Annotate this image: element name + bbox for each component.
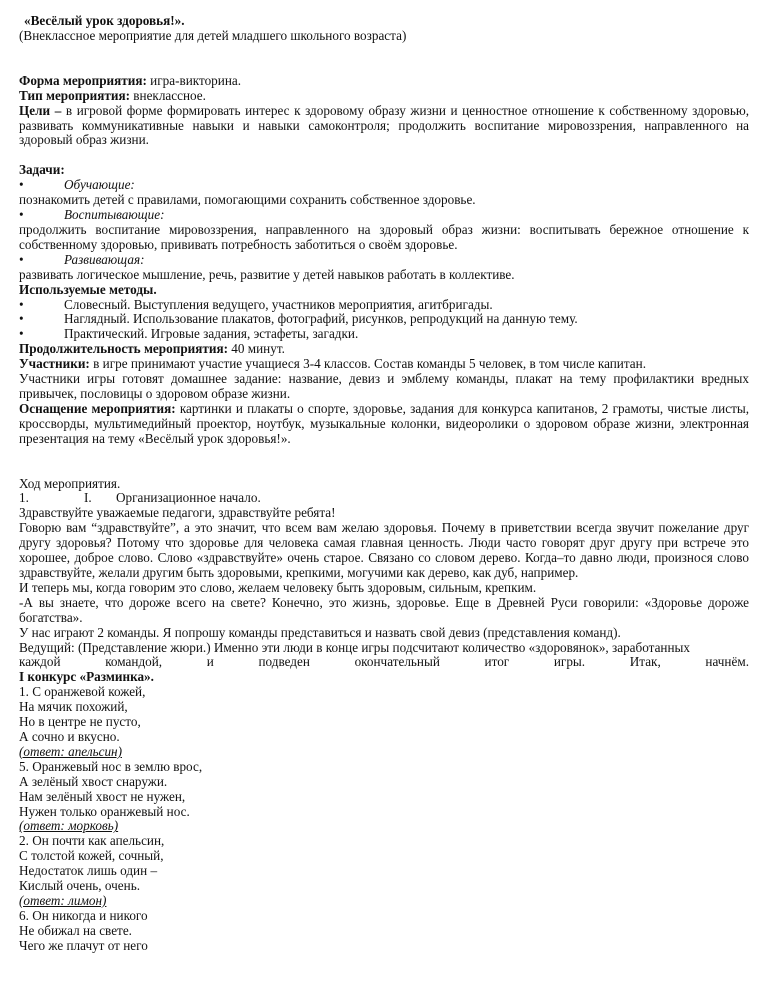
- riddle: [19, 909, 749, 954]
- riddle: [19, 685, 749, 760]
- course-paragraph: У нас играют 2 команды. Я попрошу команды представиться и назвать свой девиз (представления команд).: [19, 624, 621, 640]
- bullet-icon: •: [19, 251, 24, 267]
- riddle-line: Но в центре не пусто,: [19, 714, 141, 730]
- method-item: [19, 312, 749, 327]
- riddle: [19, 760, 749, 835]
- course-paragraph: И теперь мы, когда говорим это слово, желаем человеку быть здоровым, сильным, крепким.: [19, 579, 537, 595]
- riddle-line: На мячик похожий,: [19, 699, 128, 715]
- bullet-icon: •: [19, 326, 24, 342]
- riddle-line: Не обижал на свете.: [19, 922, 132, 938]
- contest-heading-text: I конкурс «Разминка».: [19, 669, 154, 685]
- riddle-line: 1. С оранжевой кожей,: [19, 684, 146, 700]
- task-label: Обучающие:: [64, 177, 135, 193]
- spacer: [19, 148, 749, 163]
- task-text: познакомить детей с правилами, помогающими сохранить собственное здоровье.: [19, 192, 476, 208]
- tasks-heading: [19, 163, 749, 178]
- equipment-value: картинки и плакаты о спорте, здоровье, задания для конкурса капитанов, 2 грамоты, чистые листы, кроссворды, мультимедийный проектор, ноутбук, музыкальные колонки, видеоролики о здоровом образе жизни, электронная презентация на тему «Весёлый урок здоровья!».: [19, 400, 749, 446]
- equipment-label: Оснащение мероприятия:: [19, 400, 176, 416]
- contest-heading: [19, 670, 749, 685]
- greeting-line: Здравствуйте уважаемые педагоги, здравствуйте ребята!: [19, 505, 336, 521]
- participants-line: [19, 357, 749, 372]
- type-line: [19, 89, 749, 104]
- course-paragraph: Ведущий: (Представление жюри.) Именно эти люди в конце игры подсчитают количество «здоровянок», заработанных: [19, 639, 690, 655]
- type-label: Тип мероприятия:: [19, 87, 130, 103]
- task-text: продолжить воспитание мировоззрения, направленного на здоровый образ жизни: воспитывать бережное отношение к собственному здоровью, прививать потребность заботиться о своём здоровье.: [19, 221, 749, 252]
- bullet-icon: •: [19, 311, 24, 327]
- riddle-line: С толстой кожей, сочный,: [19, 848, 164, 864]
- bullet-icon: •: [19, 177, 24, 193]
- riddle-line: А зелёный хвост снаружи.: [19, 773, 168, 789]
- riddle-line: Кислый очень, очень.: [19, 878, 141, 894]
- riddle-answer: (ответ: апельсин): [19, 743, 122, 759]
- riddle-answer: (ответ: морковь): [19, 818, 119, 834]
- stage-number: 1.: [19, 490, 29, 506]
- form-value: игра-викторина.: [146, 72, 242, 88]
- spacer: [19, 447, 749, 477]
- methods-heading-text: Используемые методы.: [19, 281, 157, 297]
- stage-title: Организационное начало.: [116, 490, 261, 506]
- method-text: Практический. Игровые задания, эстафеты, загадки.: [64, 326, 359, 342]
- form-line: [19, 74, 749, 89]
- method-item: [19, 327, 749, 342]
- duration-label: Продолжительность мероприятия:: [19, 341, 228, 357]
- course-paragraph: Говорю вам “здравствуйте”, а это значит, что всем вам желаю здоровья. Почему в приветствии всегда звучит пожелание друг другу здоровья? Потому что здоровье для человека самая главная ценность. Люди часто говорят друг другу при встрече это хорошее, доброе слово. Слово «здравствуйте» очень старое. Связано со словом дерево. Когда–то давно люди, произнося слово здравствуйте, желали другим быть здоровыми, крепкими, могучими как дерево, как дуб, например.: [19, 520, 749, 580]
- type-value: внеклассное.: [130, 87, 206, 103]
- riddle-line: 5. Оранжевый нос в землю врос,: [19, 758, 203, 774]
- method-item: [19, 298, 749, 313]
- goals-value: в игровой форме формировать интерес к здоровому образу жизни и ценностное отношение к собственному здоровью, развивать коммуникативные навыки и навыки самоконтроля; продолжить воспитание мировоззрения, направленного на здоровый образ жизни.: [19, 102, 749, 148]
- bullet-icon: •: [19, 207, 24, 223]
- tasks-heading-text: Задачи:: [19, 162, 65, 178]
- task-bullet: [19, 253, 749, 268]
- riddle-line: А сочно и вкусно.: [19, 728, 120, 744]
- task-label: Развивающая:: [64, 251, 145, 267]
- document-title: «Весёлый урок здоровья!».: [24, 13, 185, 28]
- method-text: Словесный. Выступления ведущего, участников мероприятия, агитбригады.: [64, 296, 493, 312]
- task-bullet: [19, 178, 749, 193]
- riddle-line: Недостаток лишь один –: [19, 863, 158, 879]
- task-label: Воспитывающие:: [64, 207, 165, 223]
- goals-paragraph: [19, 104, 749, 149]
- document-subtitle: (Внеклассное мероприятие для детей младшего школьного возраста): [19, 27, 407, 43]
- riddle-line: 6. Он никогда и никого: [19, 907, 148, 923]
- stage-roman: I.: [84, 490, 92, 506]
- riddle-line: 2. Он почти как апельсин,: [19, 833, 165, 849]
- method-text: Наглядный. Использование плакатов, фотографий, рисунков, репродукций на данную тему.: [64, 311, 578, 327]
- homework-paragraph: Участники игры готовят домашнее задание: название, девиз и эмблему команды, плакат на тему профилактики вредных привычек, пословицы о здоровом образе жизни.: [19, 371, 749, 401]
- bullet-icon: •: [19, 296, 24, 312]
- duration-line: [19, 342, 749, 357]
- spacer: [19, 44, 749, 74]
- duration-value: 40 минут.: [227, 341, 285, 357]
- course-paragraph: -А вы знаете, что дороже всего на свете? Конечно, это жизнь, здоровье. Еще в Древней Руси говорили: «Здоровье дороже богатства».: [19, 594, 749, 625]
- riddle-line: Нужен только оранжевый нос.: [19, 803, 190, 819]
- riddle-line: Чего же плачут от него: [19, 937, 148, 953]
- form-label: Форма мероприятия:: [19, 72, 147, 88]
- riddle: [19, 834, 749, 909]
- participants-value: в игре принимают участие учащиеся 3-4 классов. Состав команды 5 человек, в том числе капитан.: [89, 356, 647, 372]
- riddle-answer: (ответ: лимон): [19, 892, 107, 908]
- task-bullet: [19, 208, 749, 223]
- riddle-line: Нам зелёный хвост не нужен,: [19, 788, 186, 804]
- task-text: развивать логическое мышление, речь, развитие у детей навыков работать в коллективе.: [19, 266, 515, 282]
- stage-line: [19, 491, 749, 506]
- participants-label: Участники:: [19, 356, 90, 372]
- goals-label: Цели –: [19, 102, 66, 118]
- course-paragraph: каждой командой, и подведен окончательный итог игры. Итак, начнём.: [19, 654, 749, 670]
- equipment-paragraph: [19, 402, 749, 447]
- course-heading: Ход мероприятия.: [19, 475, 121, 491]
- methods-heading: [19, 283, 749, 298]
